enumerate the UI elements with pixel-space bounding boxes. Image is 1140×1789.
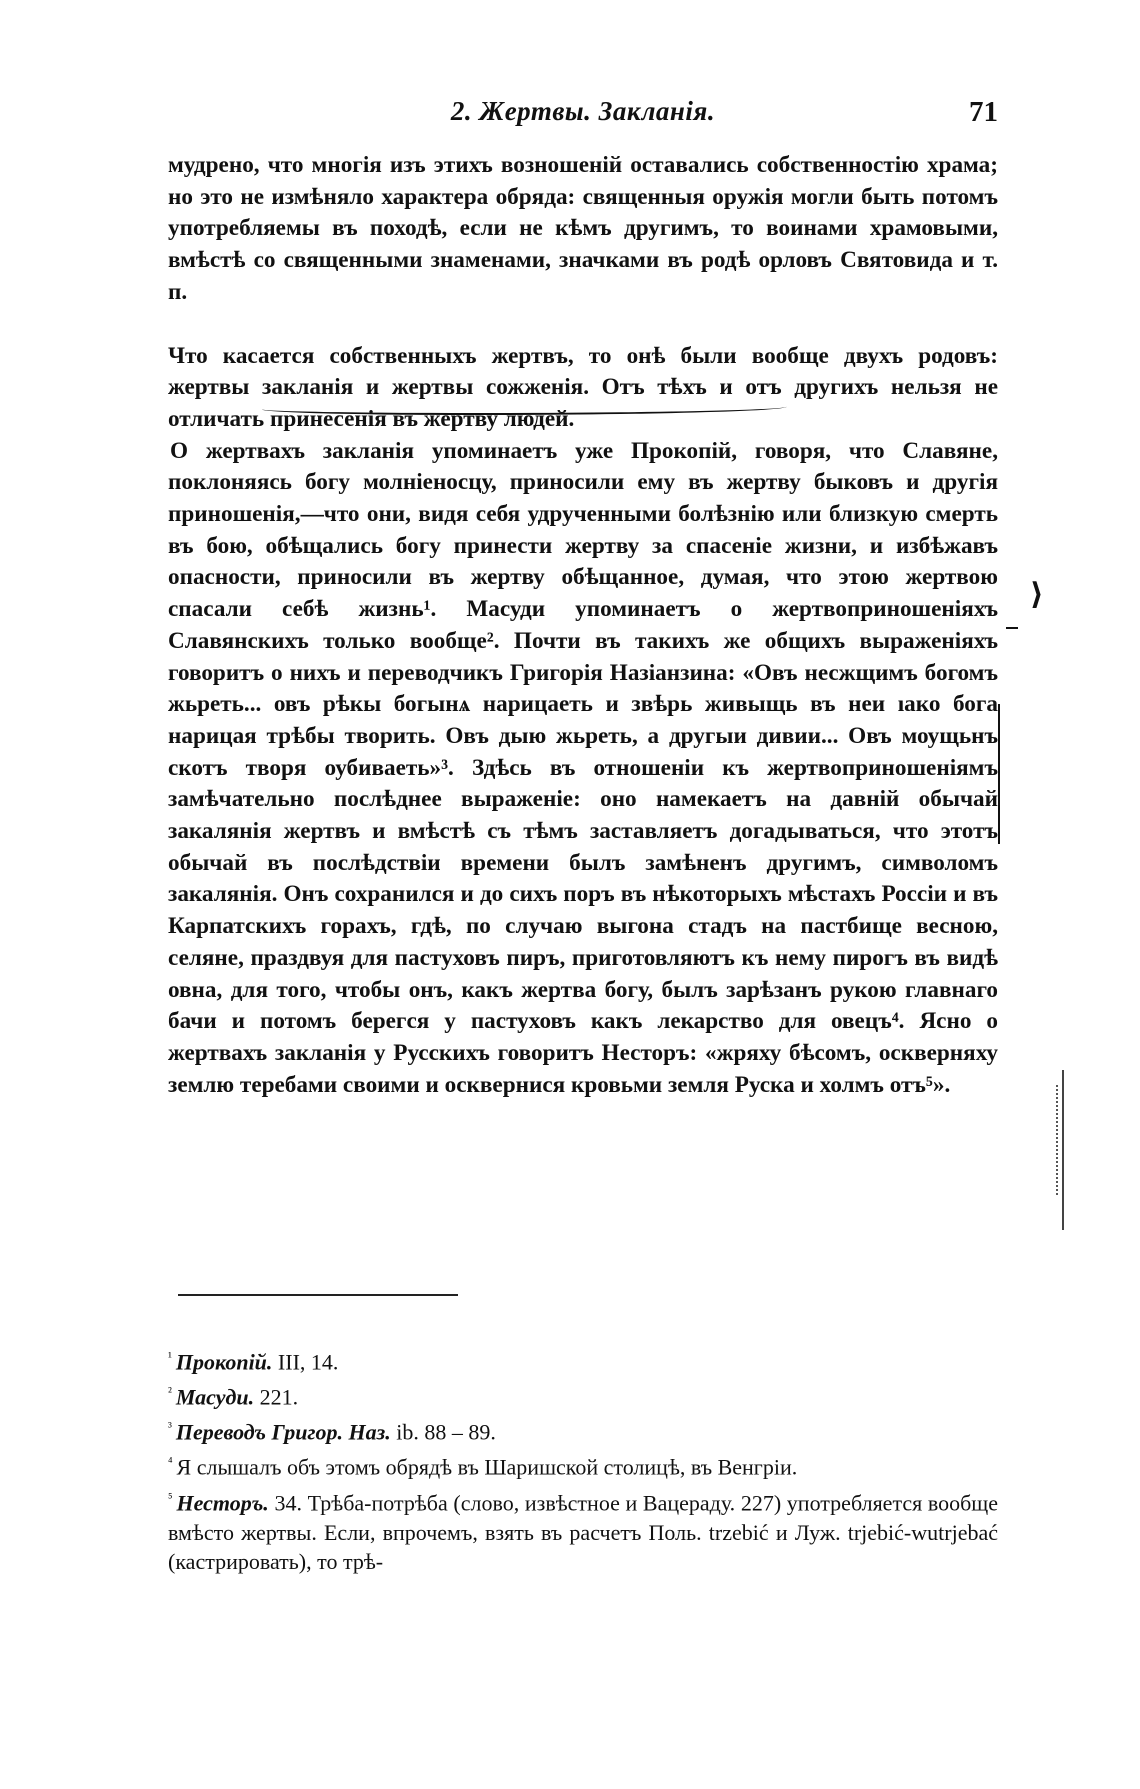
running-head	[168, 96, 998, 136]
margin-tick	[1006, 627, 1018, 629]
footnote-text: 34. Трѣба-потрѣба (слово, извѣстное и Вацераду. 227) употребляется вообще вмѣсто жертвы. Если, впрочемъ, взять въ расчетъ Поль. trzebić и Луж. trjebić-wutrjebać (кастрировать), то трѣ-	[168, 1489, 999, 1575]
footnote-mark: ²	[168, 1384, 172, 1400]
footnote-source: Несторъ.	[176, 1489, 269, 1515]
footnote-rule	[178, 1294, 458, 1296]
margin-pen-mark: ⟩	[1030, 578, 1044, 611]
body-text	[168, 150, 998, 1101]
footnote	[168, 1483, 998, 1578]
page-number: 71	[969, 96, 998, 128]
running-title: 2. Жертвы. Закланія.	[450, 96, 716, 126]
footnote-mark: ⁵	[168, 1489, 173, 1505]
footnote-source: Прокопій.	[175, 1349, 273, 1375]
footnote-mark: ⁴	[168, 1454, 173, 1470]
paragraph: О жертвахъ закланія упоминаетъ уже Прокопій, говоря, что Славяне, поклоняясь богу молніеносцу, приносили ему въ жертву быковъ и другія приношенія,—что они, видя себя удрученными болѣзнію или близкую смерть въ бою, обѣщались богу принести жертву за спасеніе жизни, и избѣжавъ опасности, приносили въ жертву обѣщанное, думая, что этою жертвою спасали себѣ жизнь¹. Масуди упоминаетъ о жертвоприношеніяхъ Славянскихъ только вообще². Почти въ такихъ же общихъ выраженіяхъ говоритъ о нихъ и переводчикъ Григорія Назіанзина: «Овъ несжщимъ богомъ жьреть... овъ рѣкы богынѧ нарицаеть и звѣрь живыщь въ неи ıако бога нарицая трѣбы творить. Овъ дыю жьреть, а другыи дивии... Овъ моущьнъ скотъ творя оубиваеть»³. Здѣсь въ отношеніи къ жертвоприношеніямъ замѣчательно послѣднее выраженіе: оно намекаетъ на давній обычай закалянія жертвъ и вмѣстѣ съ тѣмъ заставляетъ догадываться, что этотъ обычай въ послѣдствіи времени былъ замѣненъ другимъ, символомъ закалянія. Онъ сохранился и до сихъ поръ въ нѣкоторыхъ мѣстахъ Россіи и въ Карпатскихъ горахъ, гдѣ, по случаю выгона стадъ на пастбище весною, селяне, праздвуя для пастуховъ пиръ, приготовляютъ къ нему пирогъ въ видѣ овна, для того, чтобы онъ, какъ жертва богу, былъ зарѣзанъ рукою главнаго бачи и потомъ берегся у пастуховъ какъ лекарство для овецъ⁴. Ясно о жертвахъ закланія у Русскихъ говоритъ Несторъ: «жряху бѣсомъ, оскверняху землю теребами своими и осквернися кровьми земля Руска и холмъ отъ⁵».	[168, 437, 998, 1098]
footnote-source: Масуди.	[175, 1384, 255, 1410]
footnote	[168, 1342, 998, 1377]
margin-bracket	[998, 704, 1000, 844]
footnote-mark: ¹	[168, 1349, 172, 1364]
footnote-text: ib. 88 – 89.	[396, 1419, 496, 1445]
footnote	[168, 1412, 998, 1447]
footnotes	[168, 1342, 998, 1577]
paragraph: мудрено, что многія изъ этихъ возношеній оставались собственностію храма; но это не измѣняло характера обряда: священныя оружія могли быть потомъ употребляемы въ походѣ, если не кѣмъ другимъ, то воинами храмовыми, вмѣстѣ со священными знаменами, значками въ родѣ орловъ Святовида и т. п.	[168, 152, 998, 305]
margin-dotted-line	[1056, 1085, 1060, 1195]
footnote	[168, 1447, 998, 1482]
footnote-source: Переводъ Григор. Наз.	[175, 1419, 391, 1445]
footnote-mark: ³	[168, 1419, 172, 1435]
footnote	[168, 1377, 998, 1412]
footnote-text: Я слышалъ объ этомъ обрядѣ въ Шаришской столицѣ, въ Венгріи.	[176, 1454, 798, 1480]
margin-line	[1062, 1070, 1064, 1230]
footnote-text: III, 14.	[277, 1349, 339, 1375]
footnote-text: 221.	[259, 1384, 299, 1410]
paragraph: Что касается собственныхъ жертвъ, то онѣ были вообще двухъ родовъ: жертвы закланія и жертвы сожженія. Отъ тѣхъ и отъ другихъ нельзя не отличать принесенія въ жертву людей.	[168, 342, 998, 432]
